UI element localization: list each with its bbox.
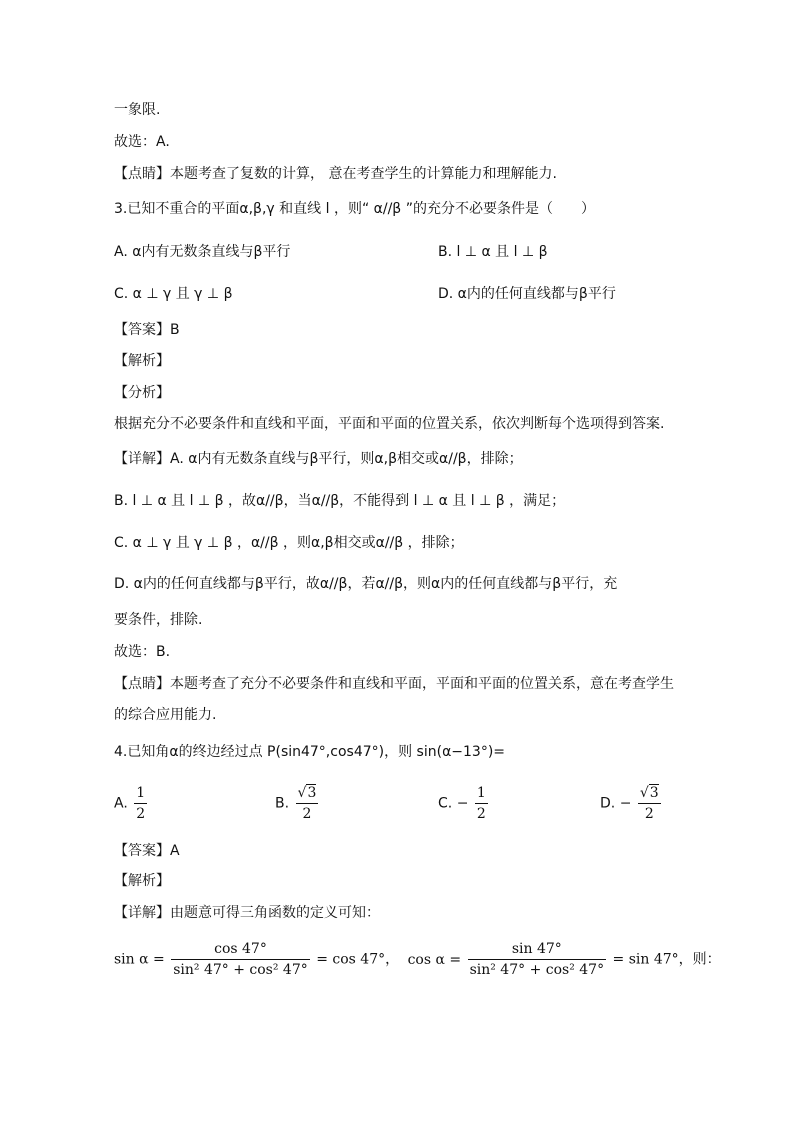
q4-option-d-fraction [638,783,661,824]
q4-option-b-num: √3 [296,783,319,804]
formula-sin-den: sin² 47° + cos² 47° [173,962,308,978]
q3-jiexi: 【解析】 [114,353,170,369]
intro-comment: 【点睛】本题考查了复数的计算， 意在考查学生的计算能力和理解能力. [114,166,557,182]
q4-option-b-label: B. [275,795,290,812]
q4-option-d-radicand: 3 [649,785,659,801]
q4-option-c [438,783,490,824]
q4-option-d-sign: − [619,795,632,812]
q3-option-c: C. α ⊥ γ 且 γ ⊥ β [114,286,233,302]
q3-option-d: D. α内的任何直线都与β平行 [438,286,616,302]
q4-option-d-den: 2 [644,806,654,822]
q3-select: 故选：B. [114,644,171,660]
formula-cos-den: sin² 47° + cos² 47° [469,962,605,978]
formula-cos-num: sin 47° [468,939,607,960]
q3-fenxi: 【分析】 [114,385,170,401]
q4-option-c-sign: − [456,795,469,812]
q4-answer: 【答案】A [114,843,180,859]
formula-sin-lhs: sin α = [114,951,165,968]
formula-sin-rhs: = cos 47°， [316,951,400,968]
q4-option-b [275,783,320,824]
intro-line: 一象限. [114,102,161,118]
q4-formula [114,939,721,980]
q3-detail-a: 【详解】A. α内有无数条直线与β平行，则α,β相交或α//β，排除； [114,451,523,467]
intro-select: 故选：A. [114,134,170,150]
q3-answer: 【答案】B [114,322,180,338]
q4-option-a-label: A. [114,795,128,812]
q4-stem: 4.已知角α的终边经过点 P(sin47°,cos47°)，则 sin(α−13°)= [114,744,506,760]
q3-stem: 3.已知不重合的平面α,β,γ 和直线 l ，则“ α//β ”的充分不必要条件是（ ） [114,201,595,217]
q4-option-d [600,783,663,824]
q4-option-a-den: 2 [136,806,146,822]
q4-option-b-radicand: 3 [307,785,317,801]
formula-sin-num: cos 47° [171,939,310,960]
q4-option-d-num: √3 [638,783,661,804]
q3-detail-d2: 要条件，排除. [114,612,203,628]
q4-option-a-num: 1 [134,783,147,804]
q4-option-c-den: 2 [476,806,486,822]
q4-option-b-fraction [296,783,319,824]
q3-comment-1: 【点睛】本题考查了充分不必要条件和直线和平面，平面和平面的位置关系，意在考查学生 [114,676,674,692]
q3-detail-c: C. α ⊥ γ 且 γ ⊥ β ，α//β ，则α,β相交或α//β ，排除； [114,535,464,551]
formula-cos-fraction [468,939,607,980]
q3-detail-d1: D. α内的任何直线都与β平行，故α//β，若α//β，则α内的任何直线都与β平行，充 [114,576,618,592]
formula-cos-rhs: = sin 47°，则： [612,951,721,968]
q3-option-b: B. l ⊥ α 且 l ⊥ β [438,244,548,260]
q3-option-a: A. α内有无数条直线与β平行 [114,244,291,260]
q3-detail-b: B. l ⊥ α 且 l ⊥ β ，故α//β，当α//β，不能得到 l ⊥ α 且 l ⊥ β ，满足； [114,493,566,509]
q3-fenxi-text: 根据充分不必要条件和直线和平面，平面和平面的位置关系，依次判断每个选项得到答案. [114,416,665,432]
q3-comment-2: 的综合应用能力. [114,707,217,723]
q4-option-c-label: C. [438,795,453,812]
q4-option-c-fraction [475,783,488,824]
formula-sin-fraction [171,939,310,980]
q4-option-c-num: 1 [475,783,488,804]
q4-jiexi: 【解析】 [114,873,170,889]
q4-option-a-fraction [134,783,147,824]
q4-option-b-den: 2 [302,806,312,822]
q4-detail: 【详解】由题意可得三角函数的定义可知： [114,905,380,921]
q4-option-d-label: D. [600,795,616,812]
formula-cos-lhs: cos α = [407,951,462,968]
q4-option-a [114,783,149,824]
